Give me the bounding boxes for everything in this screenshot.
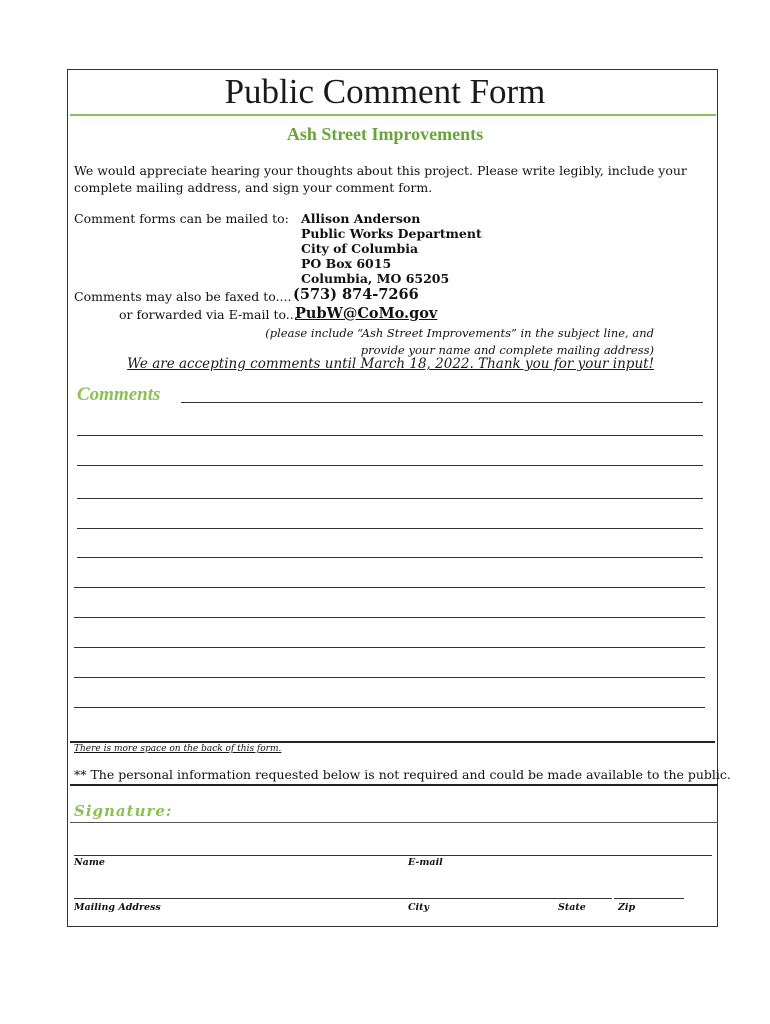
city-label: City [408, 902, 430, 913]
comment-line[interactable] [74, 617, 705, 618]
address-line: Columbia, MO 65205 [301, 271, 450, 286]
deadline-notice: We are accepting comments until March 18, 2022. Thank you for your input! [127, 356, 654, 372]
name-label: Name [74, 857, 105, 868]
comment-line[interactable] [77, 435, 703, 436]
mail-label: Comment forms can be mailed to: [74, 211, 289, 226]
state-label: State [558, 902, 586, 913]
email-link[interactable]: PubW@CoMo.gov [295, 305, 438, 322]
comments-heading: Comments [77, 384, 161, 405]
privacy-note: ** The personal information requested below is not required and could be made available to the public. [74, 767, 731, 782]
comment-line[interactable] [74, 647, 705, 648]
mailing-address-label: Mailing Address [74, 902, 161, 913]
back-of-form-note: There is more space on the back of this form. [74, 744, 282, 754]
comment-line[interactable] [77, 528, 703, 529]
comment-line[interactable] [74, 707, 705, 708]
comment-line[interactable] [74, 677, 705, 678]
address-city-state-line[interactable] [74, 898, 612, 899]
page-title: Public Comment Form [224, 72, 546, 111]
mailing-address-block [301, 211, 482, 286]
project-name: Ash Street Improvements [286, 124, 484, 144]
comment-line[interactable] [77, 465, 703, 466]
comment-line[interactable] [77, 498, 703, 499]
address-line: PO Box 6015 [301, 256, 392, 271]
signature-divider [70, 784, 718, 786]
comment-line[interactable] [181, 402, 703, 403]
name-email-line[interactable] [74, 855, 712, 856]
address-line: Public Works Department [301, 226, 482, 241]
comment-line[interactable] [77, 557, 703, 558]
fax-label: Comments may also be faxed to.... [74, 289, 292, 304]
comments-divider [70, 741, 715, 743]
address-line: Allison Anderson [301, 211, 421, 226]
signature-heading: Signature: [74, 802, 173, 820]
intro-text: We would appreciate hearing your thoughts about this project. Please write legibly, include your complete mailing address, and sign your comment form. [74, 163, 687, 195]
comment-line[interactable] [74, 587, 705, 588]
signature-heading-divider [70, 822, 718, 823]
fax-number: (573) 874-7266 [293, 286, 419, 303]
email-instructions: (please include “Ash Street Improvements” in the subject line, and provide your name and complete mailing address) [265, 326, 654, 357]
email-label: or forwarded via E-mail to... [119, 307, 298, 322]
zip-line[interactable] [614, 898, 684, 899]
email-field-label: E-mail [408, 857, 443, 868]
title-divider [70, 114, 716, 116]
zip-label: Zip [618, 902, 636, 913]
address-line: City of Columbia [301, 241, 419, 256]
